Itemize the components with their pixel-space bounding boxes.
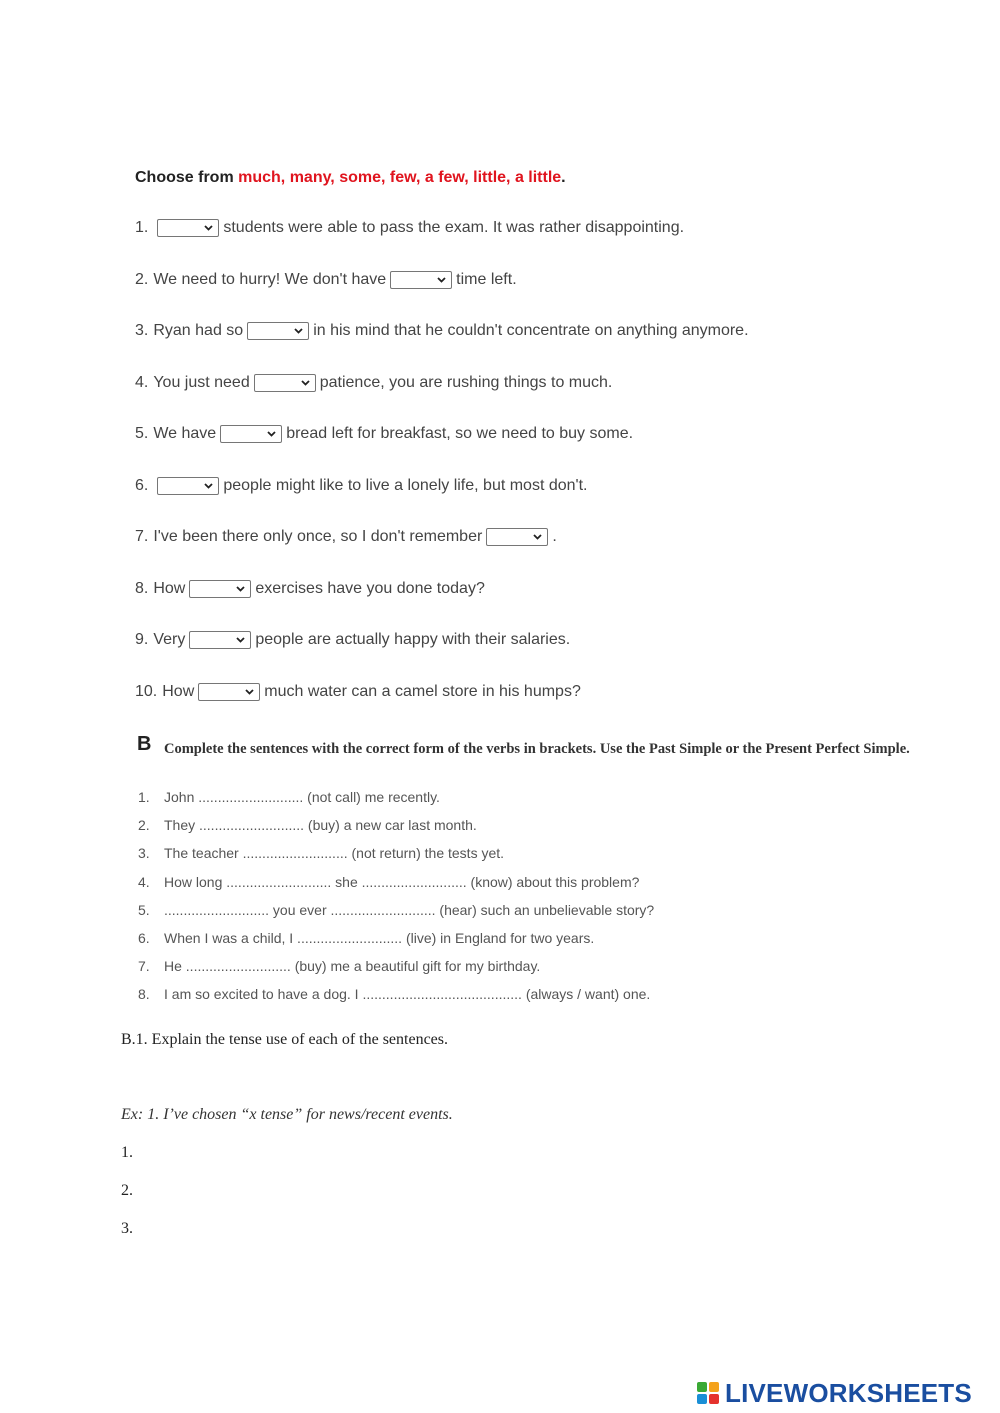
question-7 <box>135 525 557 549</box>
b-item-8 <box>138 986 650 1002</box>
answer-dropdown-4[interactable] <box>254 374 316 392</box>
question-number: 5. <box>135 425 149 442</box>
question-4 <box>135 371 612 395</box>
chevron-down-icon <box>245 685 254 703</box>
b-item-number: 2. <box>138 817 150 833</box>
question-number: 1. <box>135 219 149 236</box>
answer-dropdown-5[interactable] <box>220 425 282 443</box>
question-text-after: patience, you are rushing things to much. <box>319 374 613 391</box>
question-text-after: . <box>552 528 557 545</box>
logo-mark-icon <box>697 1382 719 1404</box>
answer-line-2[interactable]: 2. <box>121 1182 133 1199</box>
part-a-instruction: Choose from much, many, some, few, a few, little, a little. <box>135 169 566 186</box>
question-text-after: in his mind that he couldn't concentrate on anything anymore. <box>313 322 749 339</box>
answer-dropdown-6[interactable] <box>157 477 219 495</box>
question-number: 2. <box>135 271 149 288</box>
question-text-before: We need to hurry! We don't have <box>153 271 387 288</box>
chevron-down-icon <box>301 376 310 394</box>
b-item-text: When I was a child, I ........................... (live) in England for two years. <box>164 930 595 946</box>
question-text-before: Very <box>153 631 186 648</box>
b-item-number: 3. <box>138 845 150 861</box>
b-item-number: 8. <box>138 986 150 1002</box>
b-item-2 <box>138 817 477 833</box>
question-number: 9. <box>135 631 149 648</box>
question-number: 8. <box>135 580 149 597</box>
question-number: 4. <box>135 374 149 391</box>
b-item-number: 4. <box>138 874 150 890</box>
word-options: much, many, some, few, a few, little, a little <box>238 169 562 186</box>
liveworksheets-logo <box>697 1377 972 1409</box>
question-2 <box>135 268 517 292</box>
question-number: 3. <box>135 322 149 339</box>
b-item-number: 1. <box>138 789 150 805</box>
question-1 <box>135 216 684 240</box>
question-text-after: students were able to pass the exam. It was rather disappointing. <box>223 219 685 236</box>
b1-example: Ex: 1. I’ve chosen “x tense” for news/recent events. <box>121 1106 453 1123</box>
answer-dropdown-9[interactable] <box>189 631 251 649</box>
b-item-text: I am so excited to have a dog. I ......................................... (always / want) one. <box>164 986 651 1002</box>
question-text-before: I've been there only once, so I don't remember <box>153 528 483 545</box>
b1-instruction: B.1. Explain the tense use of each of the sentences. <box>121 1031 448 1048</box>
b-item-5 <box>138 902 654 918</box>
answer-dropdown-10[interactable] <box>198 683 260 701</box>
section-b-instruction: Complete the sentences with the correct form of the verbs in brackets. Use the Past Simple or the Present Perfect Simple. <box>164 741 910 757</box>
chevron-down-icon <box>437 273 446 291</box>
b-item-3 <box>138 845 504 861</box>
chevron-down-icon <box>294 324 303 342</box>
b-item-text: They ........................... (buy) a new car last month. <box>164 817 477 833</box>
answer-dropdown-7[interactable] <box>486 528 548 546</box>
question-text-before: We have <box>153 425 217 442</box>
b-item-text: The teacher ........................... (not return) the tests yet. <box>164 845 505 861</box>
b-item-4 <box>138 874 639 890</box>
chevron-down-icon <box>236 633 245 651</box>
question-text-after: people might like to live a lonely life, but most don't. <box>223 477 588 494</box>
question-text-after: people are actually happy with their salaries. <box>255 631 571 648</box>
b-item-1 <box>138 789 440 805</box>
question-10 <box>135 680 581 704</box>
chevron-down-icon <box>204 479 213 497</box>
b-item-number: 5. <box>138 902 150 918</box>
question-5 <box>135 422 633 446</box>
question-text-before: How <box>153 580 186 597</box>
question-text-after: much water can a camel store in his humps? <box>264 683 581 700</box>
question-text-after: exercises have you done today? <box>255 580 485 597</box>
question-9 <box>135 628 570 652</box>
b-item-text: John ........................... (not call) me recently. <box>164 789 440 805</box>
answer-line-3[interactable]: 3. <box>121 1220 133 1237</box>
question-number: 6. <box>135 477 149 494</box>
answer-dropdown-8[interactable] <box>189 580 251 598</box>
chevron-down-icon <box>204 221 213 239</box>
b-item-7 <box>138 958 540 974</box>
chevron-down-icon <box>533 530 542 548</box>
answer-dropdown-2[interactable] <box>390 271 452 289</box>
question-text-after: bread left for breakfast, so we need to buy some. <box>286 425 634 442</box>
chevron-down-icon <box>267 427 276 445</box>
logo-text: LIVEWORKSHEETS <box>725 1377 972 1408</box>
question-number: 10. <box>135 683 158 700</box>
answer-dropdown-3[interactable] <box>247 322 309 340</box>
section-b-letter: B <box>137 733 152 755</box>
question-text-before: Ryan had so <box>153 322 244 339</box>
question-number: 7. <box>135 528 149 545</box>
question-text-after: time left. <box>456 271 517 288</box>
question-text-before: You just need <box>153 374 250 391</box>
b-item-text: He ........................... (buy) me a beautiful gift for my birthday. <box>164 958 541 974</box>
b-item-text: How long ........................... she ........................... (know) about this problem? <box>164 874 640 890</box>
question-8 <box>135 577 485 601</box>
answer-line-1[interactable]: 1. <box>121 1144 133 1161</box>
question-text-before: How <box>162 683 195 700</box>
chevron-down-icon <box>236 582 245 600</box>
question-6 <box>135 474 587 498</box>
question-3 <box>135 319 749 343</box>
b-item-6 <box>138 930 594 946</box>
b-item-text: ........................... you ever ........................... (hear) such an unbelievable story? <box>164 902 655 918</box>
answer-dropdown-1[interactable] <box>157 219 219 237</box>
b-item-number: 7. <box>138 958 150 974</box>
b-item-number: 6. <box>138 930 150 946</box>
